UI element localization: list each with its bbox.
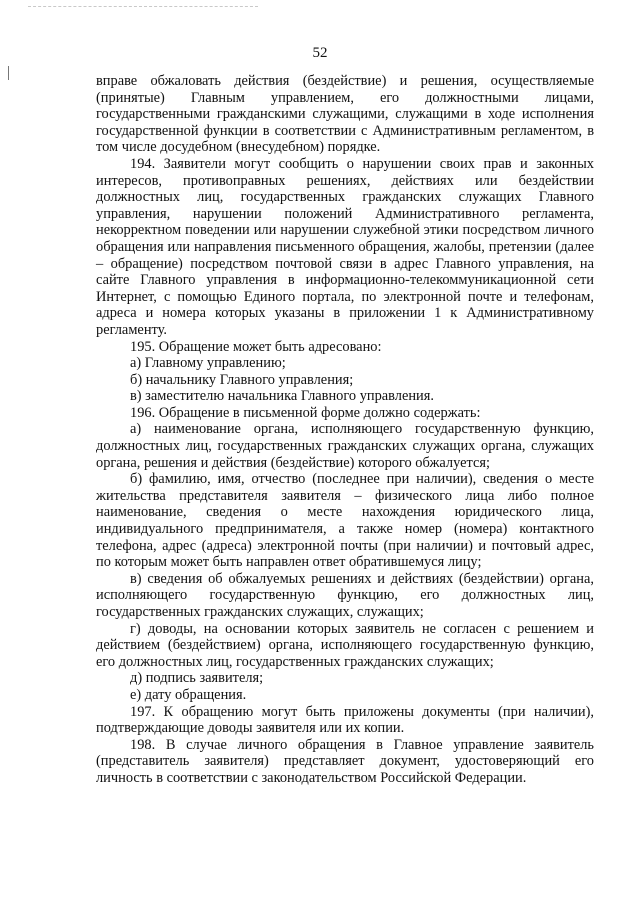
scan-artifact-edge xyxy=(8,66,9,80)
list-item-195-c: в) заместителю начальника Главного управления. xyxy=(130,388,434,405)
paragraph-194: 194. Заявители могут сообщить о нарушении своих прав и законных интересов, противоправных решениях, действиях или бездействии должностных лиц, государственных гражданских служащих Главного управления, нарушении положений Административного регламента, некорректном поведении или нарушении служебной этики посредством личного обращения или направления письменного обращения, жалобы, претензии (далее – обращение) посредством почтовой связи в адрес Главного управления, на сайте Главного управления в информационно-телекоммуникационной сети Интернет, с помощью Единого портала, по электронной почте и телефонам, адреса и номера которых указаны в приложении 1 к Административному регламенту. xyxy=(96,155,594,338)
page-number: 52 xyxy=(312,45,328,61)
document-body xyxy=(96,73,594,787)
paragraph-196: 196. Обращение в письменной форме должно содержать: xyxy=(130,404,481,421)
paragraph-intro: вправе обжаловать действия (бездействие) и решения, осуществляемые (принятые) Главным управлением, его должностными лицами, государственными гражданскими служащими, служащими в ходе исполнения государственной функции в соответствии с Административным регламентом, в том числе досудебном (внесудебном) порядке. xyxy=(96,73,594,156)
list-item-196-a: а) наименование органа, исполняющего государственную функцию, должностных лиц, государственных гражданских служащих органа, служащих органа, решения и действия (бездействие) которого обжалуется; xyxy=(96,421,594,471)
paragraph-195: 195. Обращение может быть адресовано: xyxy=(130,338,382,355)
scan-artifact-top xyxy=(28,6,258,9)
list-item-195-a: а) Главному управлению; xyxy=(130,355,286,372)
list-item-196-c: в) сведения об обжалуемых решениях и действиях (бездействии) органа, исполняющего государственную функцию, его должностных лиц, государственных гражданских служащих, служащих; xyxy=(96,570,594,620)
paragraph-197: 197. К обращению могут быть приложены документы (при наличии), подтверждающие доводы заявителя или их копии. xyxy=(96,703,594,737)
list-item-196-d: г) доводы, на основании которых заявитель не согласен с решением и действием (бездействием) органа, исполняющего государственную функцию, его должностных лиц, государственных гражданских служащих; xyxy=(96,620,594,670)
list-item-196-e: д) подпись заявителя; xyxy=(130,670,264,687)
list-item-196-f: е) дату обращения. xyxy=(130,686,247,703)
list-item-195-b: б) начальнику Главного управления; xyxy=(130,371,354,388)
paragraph-198: 198. В случае личного обращения в Главное управление заявитель (представитель заявителя) представляет документ, удостоверяющий его личность в соответствии с законодательством Российской Федерации. xyxy=(96,736,594,786)
list-item-196-b: б) фамилию, имя, отчество (последнее при наличии), сведения о месте жительства представителя заявителя – физического лица либо полное наименование, сведения о месте нахождения юридического лица, индивидуального предпринимателя, а также номер (номера) контактного телефона, адрес (адреса) электронной почты (при наличии) и почтовый адрес, по которым может быть направлен ответ обратившемуся лицу; xyxy=(96,471,594,571)
